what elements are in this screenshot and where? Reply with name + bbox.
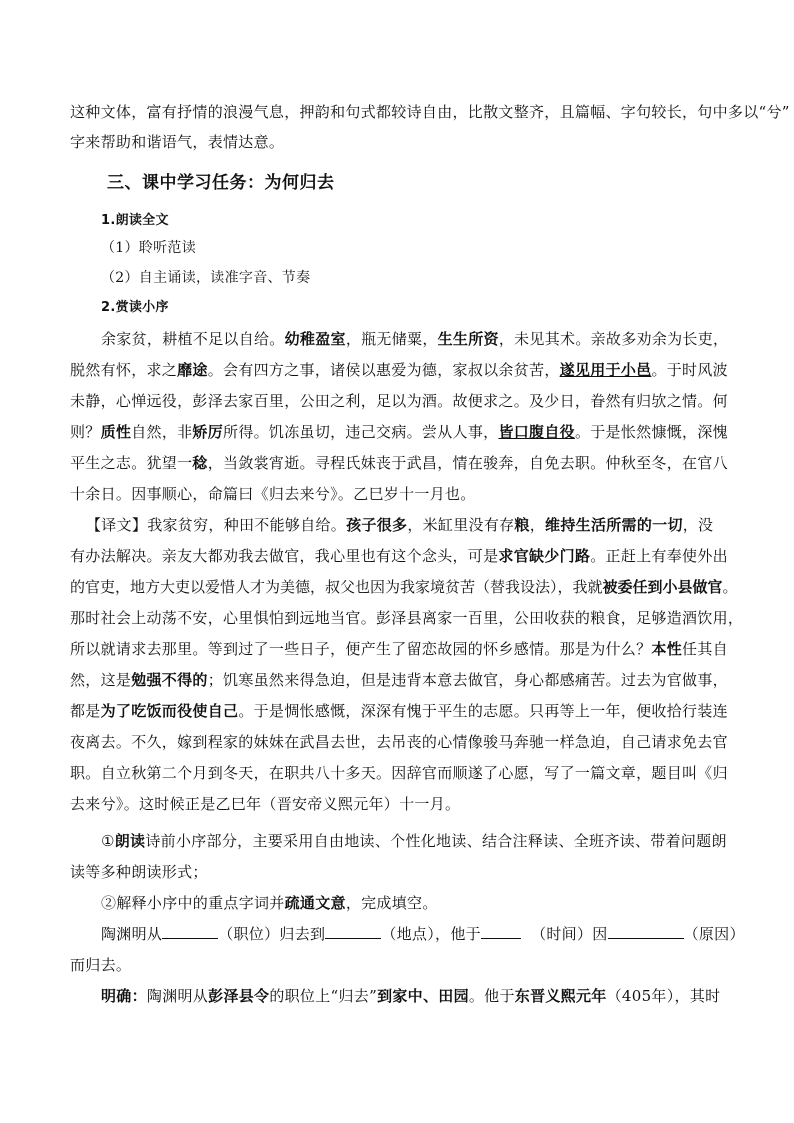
translation-line-9: 职。自立秋第二个月到冬天，在职共八十多天。因辞官而顺遂了心愿，写了一篇文章，题目叫《归 xyxy=(70,764,728,782)
intro-line-1: 这种文体，富有抒情的浪漫气息，押韵和句式都较诗自由，比散文整齐，且篇幅、字句较长，句中多以“兮” xyxy=(70,103,790,121)
translation-line-5: 所以就请求去那里。等到过了一些日子，便产生了留恋故园的怀乡感情。那是为什么？本性任其自 xyxy=(70,640,728,658)
fill-in-line-2: 而归去。 xyxy=(70,956,132,974)
translation-line-1: 【译文】我家贫穷，种田不能够自给。孩子很多，米缸里没有存粮，维持生活所需的一切，没 xyxy=(86,516,714,534)
task-1-line-1: ①朗读诗前小序部分，主要采用自由地读、个性化地读、结合注释读、全班齐读、带着问题朗 xyxy=(101,832,727,850)
step1-item-2: （2）自主诵读，读准字音、节奏 xyxy=(101,270,311,286)
answer-line: 明确：陶渊明从彭泽县令的职位上“归去”到家中、田园。他于东晋义熙元年（405年），其时 xyxy=(101,987,721,1005)
preface-line-2: 脱然有怀，求之靡途。会有四方之事，诸侯以惠爱为德，家叔以余贫苦，遂见用于小邑。于时风波 xyxy=(70,361,728,379)
blank-reason[interactable] xyxy=(608,924,684,939)
preface-line-6: 十余日。因事顺心，命篇曰《归去来兮》。乙巳岁十一月也。 xyxy=(70,485,476,503)
step1-title: 1.朗读全文 xyxy=(101,213,169,228)
fill-in-line-1: 陶渊明从 （职位）归去到 （地点），他于 （时间）因 （原因） xyxy=(101,925,745,943)
task-2: ②解释小序中的重点字词并疏通文意，完成填空。 xyxy=(101,894,438,912)
translation-line-2: 有办法解决。亲友大都劝我去做官，我心里也有这个念头，可是求官缺少门路。正赶上有奉使外出 xyxy=(70,547,728,565)
blank-place[interactable] xyxy=(325,924,381,939)
blank-time[interactable] xyxy=(481,924,521,939)
intro-line-2: 字来帮助和谐语气，表情达意。 xyxy=(70,133,285,151)
preface-line-4: 则？质性自然，非矫厉所得。饥冻虽切，违己交病。尝从人事，皆口腹自役。于是怅然慷慨，深愧 xyxy=(70,423,728,441)
translation-line-7: 都是为了吃饭而役使自己。于是惆怅感慨，深深有愧于平生的志愿。只再等上一年，便收拾行装连 xyxy=(70,702,728,720)
preface-line-3: 未静，心惮远役，彭泽去家百里，公田之利，足以为酒。故便求之。及少日，眷然有归欤之情。何 xyxy=(70,392,728,410)
step2-title: 2.赏读小序 xyxy=(101,300,169,315)
section-title: 三、课中学习任务：为何归去 xyxy=(107,173,335,193)
translation-line-3: 的官吏，地方大吏以爱惜人才为美德，叔父也因为我家境贫苦（替我设法），我就被委任到小县做官。 xyxy=(70,578,738,596)
preface-line-5: 平生之志。犹望一稔，当敛裳宵逝。寻程氏妹丧于武昌，情在骏奔，自免去职。仲秋至冬，在官八 xyxy=(70,454,728,472)
translation-line-4: 那时社会上动荡不安，心里惧怕到远地当官。彭泽县离家一百里，公田收获的粮食，足够造酒饮用， xyxy=(70,609,744,627)
task-1-line-2: 读等多种朗读形式； xyxy=(70,863,208,881)
translation-line-10: 去来兮》。这时候正是乙巳年（晋安帝义熙元年）十一月。 xyxy=(70,795,461,813)
translation-line-8: 夜离去。不久，嫁到程家的妹妹在武昌去世，去吊丧的心情像骏马奔驰一样急迫，自己请求免去官 xyxy=(70,733,728,751)
translation-line-6: 然，这是勉强不得的；饥寒虽然来得急迫，但是违背本意去做官，身心都感痛苦。过去为官做事， xyxy=(70,671,728,689)
step1-item-1: （1）聆听范读 xyxy=(101,240,197,256)
preface-line-1: 余家贫，耕植不足以自给。幼稚盈室，瓶无储粟，生生所资，未见其术。亲故多劝余为长吏， xyxy=(101,330,729,348)
blank-position[interactable] xyxy=(162,924,218,939)
